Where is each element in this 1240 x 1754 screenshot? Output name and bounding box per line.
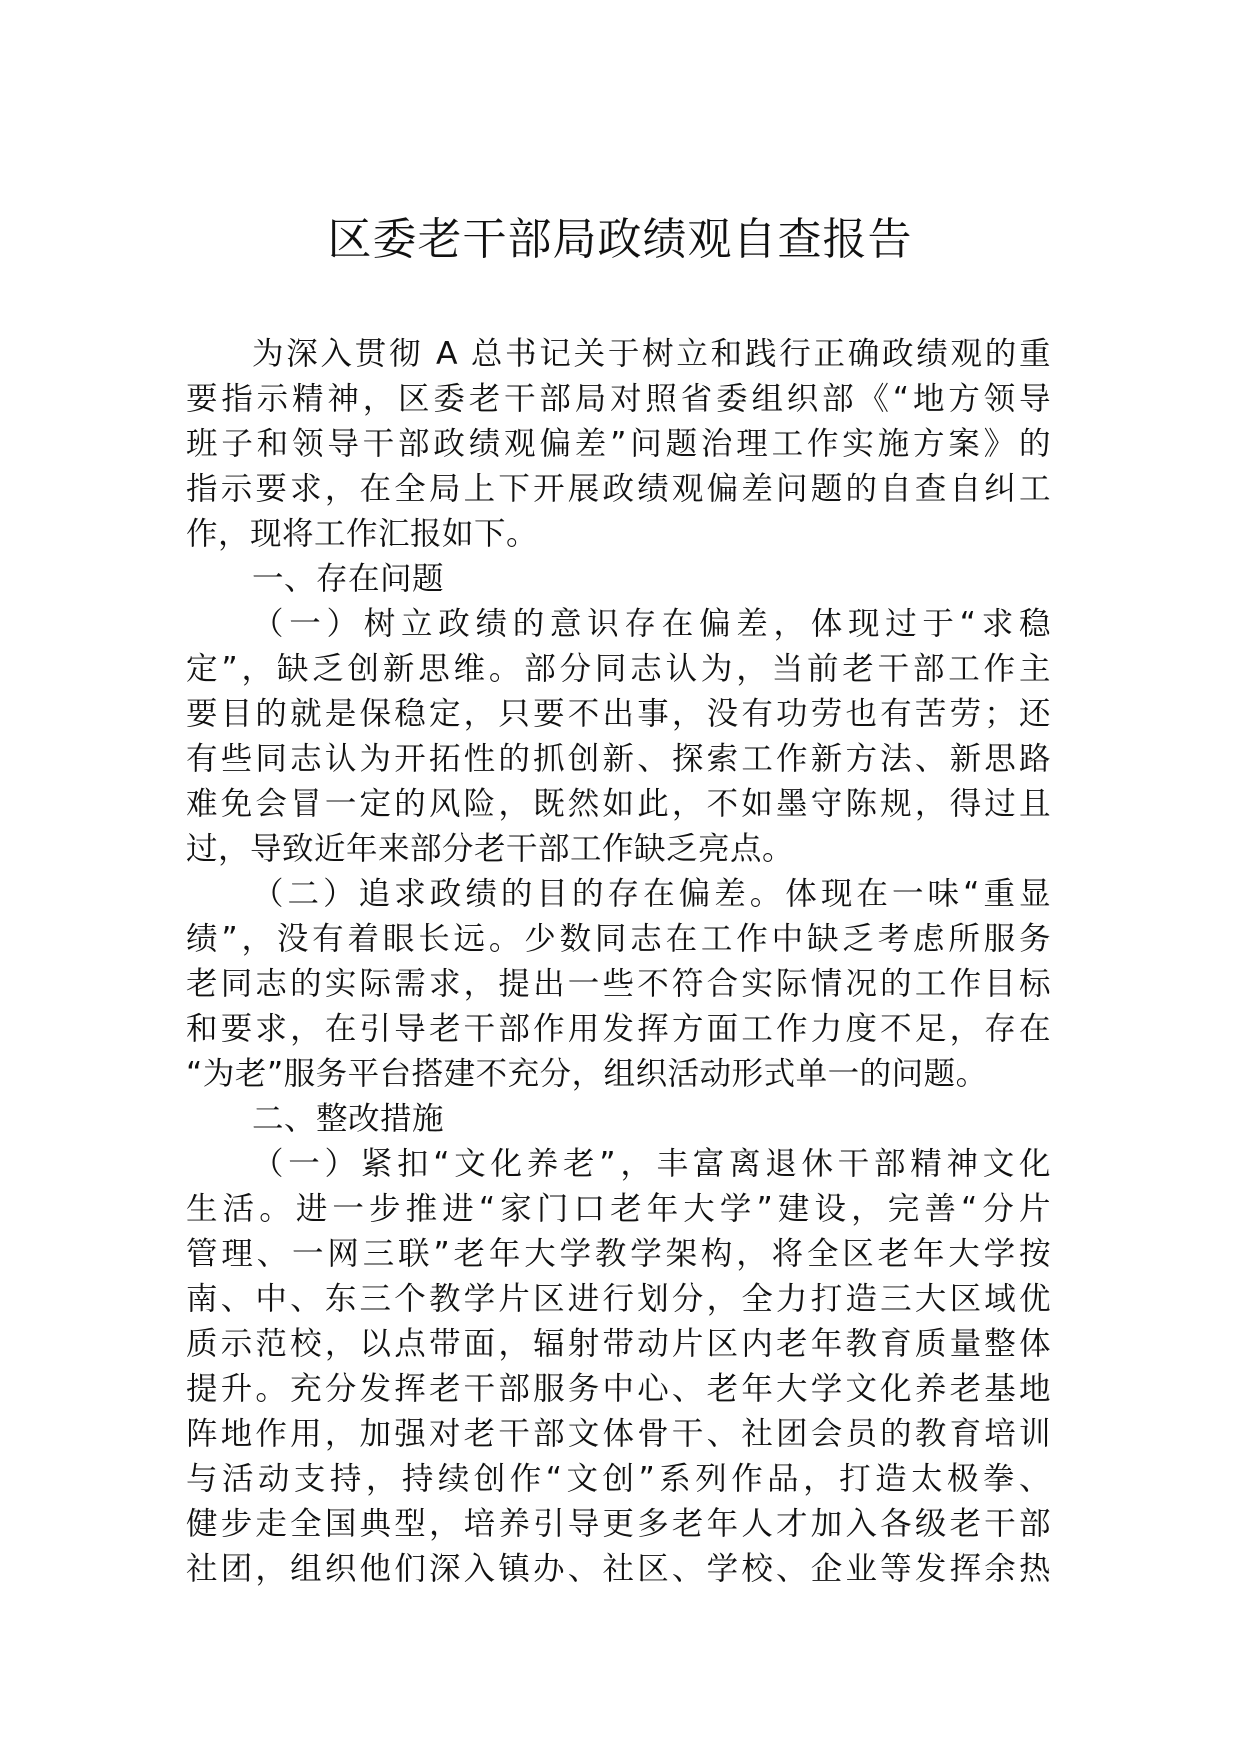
body-line: （一）树立政绩的意识存在偏差，体现过于“求稳 bbox=[252, 606, 1051, 642]
body-line: 管理、一网三联”老年大学教学架构，将全区老年大学按 bbox=[186, 1236, 1051, 1272]
body-line: 二、整改措施 bbox=[252, 1101, 445, 1137]
body-line: 绩”，没有着眼长远。少数同志在工作中缺乏考虑所服务 bbox=[186, 921, 1051, 957]
body-line: （一）紧扣“文化养老”，丰富离退休干部精神文化 bbox=[252, 1146, 1051, 1182]
body-line: 有些同志认为开拓性的抓创新、探索工作新方法、新思路 bbox=[186, 741, 1051, 777]
body-line: 老同志的实际需求，提出一些不符合实际情况的工作目标 bbox=[186, 966, 1051, 1002]
body-line: 提升。充分发挥老干部服务中心、老年大学文化养老基地 bbox=[186, 1371, 1051, 1407]
body-line: 阵地作用，加强对老干部文体骨干、社团会员的教育培训 bbox=[186, 1416, 1051, 1452]
body-line: 要指示精神，区委老干部局对照省委组织部《“地方领导 bbox=[186, 381, 1051, 417]
body-line: 要目的就是保稳定，只要不出事，没有功劳也有苦劳；还 bbox=[186, 696, 1051, 732]
body-line: 为深入贯彻 A 总书记关于树立和践行正确政绩观的重 bbox=[252, 336, 1051, 372]
body-line: 质示范校，以点带面，辐射带动片区内老年教育质量整体 bbox=[186, 1326, 1051, 1362]
body-line: 南、中、东三个教学片区进行划分，全力打造三大区域优 bbox=[186, 1281, 1051, 1317]
body-line: 难免会冒一定的风险，既然如此，不如墨守陈规，得过且 bbox=[186, 786, 1051, 822]
body-line: 指示要求，在全局上下开展政绩观偏差问题的自查自纠工 bbox=[186, 471, 1051, 507]
body-line: 班子和领导干部政绩观偏差”问题治理工作实施方案》的 bbox=[186, 426, 1051, 462]
body-line: 生活。进一步推进“家门口老年大学”建设，完善“分片 bbox=[186, 1191, 1051, 1227]
body-line: 作，现将工作汇报如下。 bbox=[186, 516, 539, 552]
body-line: 与活动支持，持续创作“文创”系列作品，打造太极拳、 bbox=[186, 1461, 1051, 1497]
body-line: 过，导致近年来部分老干部工作缺乏亮点。 bbox=[186, 831, 795, 867]
body-line: （二）追求政绩的目的存在偏差。体现在一味“重显 bbox=[252, 876, 1051, 912]
body-line: 一、存在问题 bbox=[252, 561, 445, 597]
body-line: 和要求，在引导老干部作用发挥方面工作力度不足，存在 bbox=[186, 1011, 1051, 1047]
body-line: “为老”服务平台搭建不充分，组织活动形式单一的问题。 bbox=[186, 1056, 988, 1092]
document-body bbox=[186, 332, 1051, 1592]
document-title: 区委老干部局政绩观自查报告 bbox=[327, 214, 913, 265]
body-line: 社团，组织他们深入镇办、社区、学校、企业等发挥余热 bbox=[186, 1551, 1051, 1587]
body-line: 定”，缺乏创新思维。部分同志认为，当前老干部工作主 bbox=[186, 651, 1051, 687]
body-line: 健步走全国典型，培养引导更多老年人才加入各级老干部 bbox=[186, 1506, 1051, 1542]
